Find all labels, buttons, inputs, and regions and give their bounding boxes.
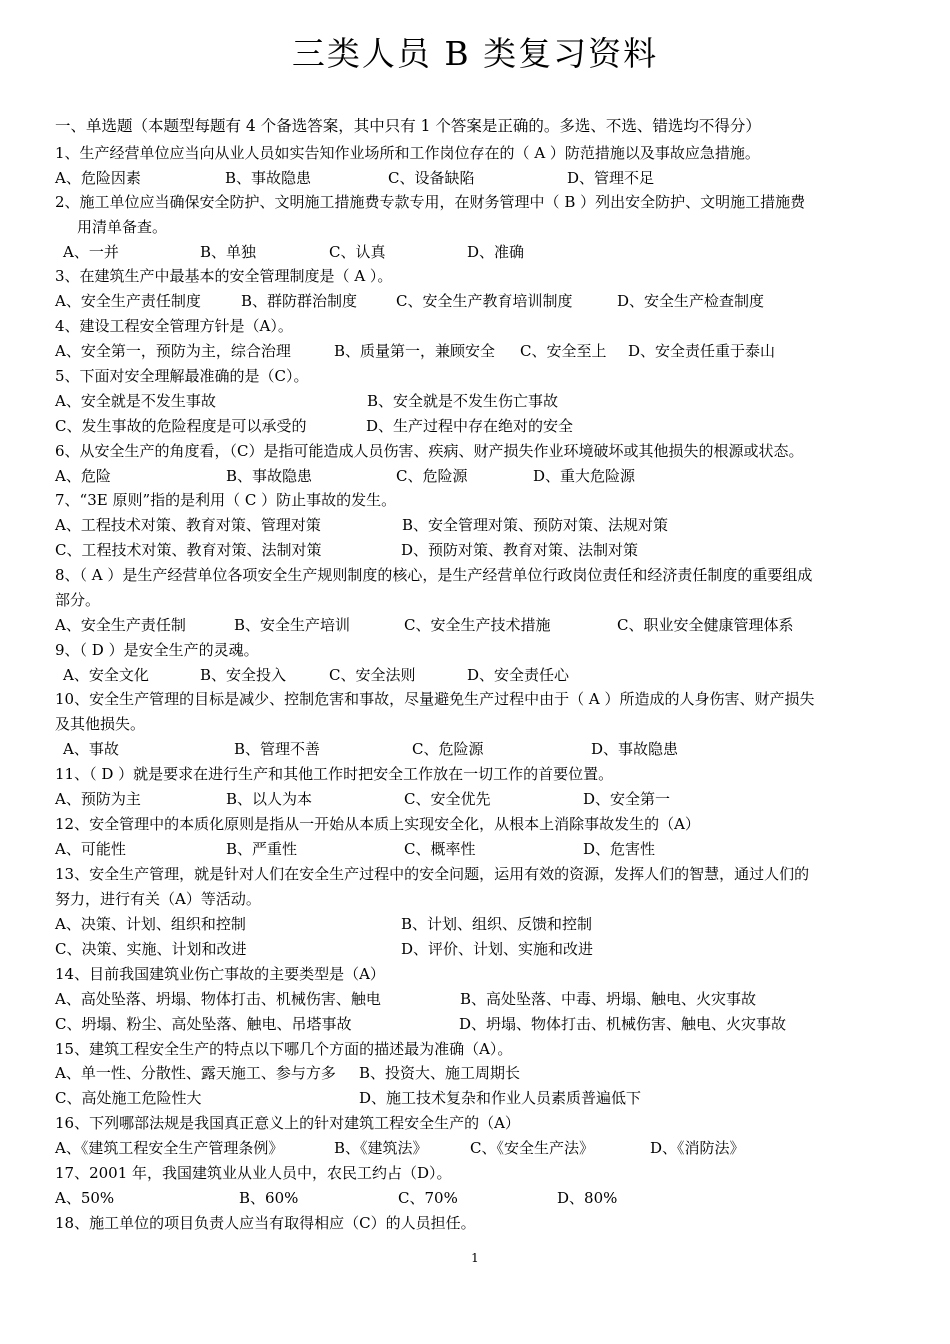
q8-option-c: C、安全生产技术措施: [404, 616, 551, 634]
q14-option-d: D、坍塌、物体打击、机械伤害、触电、火灾事故: [459, 1015, 787, 1033]
q4-option-b: B、质量第一，兼顾安全: [334, 342, 496, 360]
question-10-stem: 10、安全生产管理的目标是减少、控制危害和事故，尽量避免生产过程中由于（ A ）所造成的人身伤害、财产损失: [55, 690, 815, 708]
question-13-stem: 13、安全生产管理，就是针对人们在安全生产过程中的安全问题，运用有效的资源，发挥人们的智慧，通过人们的: [55, 865, 810, 883]
q16-option-d: D、《消防法》: [650, 1139, 745, 1157]
q3-option-c: C、安全生产教育培训制度: [396, 292, 573, 310]
question-9-stem: 9、（ D ）是安全生产的灵魂。: [55, 641, 259, 659]
question-3-stem: 3、在建筑生产中最基本的安全管理制度是（ A ）。: [55, 267, 393, 285]
q7-option-b: B、安全管理对策、预防对策、法规对策: [402, 516, 669, 534]
q12-option-b: B、严重性: [226, 840, 298, 858]
question-14-stem: 14、目前我国建筑业伤亡事故的主要类型是（A）: [55, 965, 385, 983]
q10-option-b: B、管理不善: [234, 740, 321, 758]
question-12-stem: 12、安全管理中的本质化原则是指从一开始从本质上实现安全化，从根本上消除事故发生的（A）: [55, 815, 700, 833]
q5-option-d: D、生产过程中存在绝对的安全: [366, 417, 574, 435]
q17-option-d: D、80%: [557, 1189, 618, 1207]
q7-option-c: C、工程技术对策、教育对策、法制对策: [55, 541, 322, 559]
q4-option-a: A、安全第一，预防为主，综合治理: [55, 342, 291, 360]
question-8-stem-cont: 部分。: [55, 591, 101, 609]
q9-option-d: D、安全责任心: [467, 666, 570, 684]
q6-option-c: C、危险源: [396, 467, 468, 485]
question-4-stem: 4、建设工程安全管理方针是（A）。: [55, 317, 293, 335]
q15-option-a: A、单一性、分散性、露天施工、参与方多: [55, 1064, 336, 1082]
question-7-stem: 7、“3E 原则”指的是利用（ C ）防止事故的发生。: [55, 491, 397, 509]
q9-option-c: C、安全法则: [329, 666, 416, 684]
q11-option-d: D、安全第一: [583, 790, 671, 808]
question-16-stem: 16、下列哪部法规是我国真正意义上的针对建筑工程安全生产的（A）: [55, 1114, 520, 1132]
q12-option-c: C、概率性: [404, 840, 476, 858]
q5-option-b: B、安全就是不发生伤亡事故: [367, 392, 559, 410]
q9-option-a: A、安全文化: [63, 666, 149, 684]
question-17-stem: 17、2001 年，我国建筑业从业人员中，农民工约占（D）。: [55, 1164, 452, 1182]
q11-option-b: B、以人为本: [226, 790, 313, 808]
page-number: 1: [471, 1251, 479, 1265]
q14-option-c: C、坍塌、粉尘、高处坠落、触电、吊塔事故: [55, 1015, 352, 1033]
q3-option-d: D、安全生产检查制度: [617, 292, 765, 310]
q11-option-c: C、安全优先: [404, 790, 491, 808]
q15-option-c: C、高处施工危险性大: [55, 1089, 202, 1107]
q12-option-d: D、危害性: [583, 840, 656, 858]
q14-option-a: A、高处坠落、坍塌、物体打击、机械伤害、触电: [55, 990, 381, 1008]
question-10-stem-cont: 及其他损失。: [55, 715, 146, 733]
q1-option-b: B、事故隐患: [225, 169, 312, 187]
q2-option-a: A、一并: [63, 243, 119, 261]
question-2-stem: 2、施工单位应当确保安全防护、文明施工措施费专款专用，在财务管理中（ B ）列出安全防护、文明施工措施费: [55, 193, 806, 211]
question-18-stem: 18、施工单位的项目负责人应当有取得相应（C）的人员担任。: [55, 1214, 476, 1232]
document-title: 三类人员 B 类复习资料: [291, 34, 659, 73]
q6-option-d: D、重大危险源: [533, 467, 636, 485]
question-6-stem: 6、从安全生产的角度看，（C）是指可能造成人员伤害、疾病、财产损失作业环境破坏或其他损失的根源或状态。: [55, 442, 804, 460]
q13-option-a: A、决策、计划、组织和控制: [55, 915, 246, 933]
q7-option-d: D、预防对策、教育对策、法制对策: [401, 541, 639, 559]
q6-option-b: B、事故隐患: [226, 467, 313, 485]
q7-option-a: A、工程技术对策、教育对策、管理对策: [55, 516, 321, 534]
q16-option-c: C、《安全生产法》: [470, 1139, 594, 1157]
q3-option-b: B、群防群治制度: [241, 292, 358, 310]
question-13-stem-cont: 努力，进行有关（A）等活动。: [55, 890, 261, 908]
question-11-stem: 11、（ D ）就是要求在进行生产和其他工作时把安全工作放在一切工作的首要位置。: [55, 765, 614, 783]
q17-option-a: A、50%: [55, 1189, 115, 1207]
q15-option-b: B、投资大、施工周期长: [359, 1064, 521, 1082]
q13-option-c: C、决策、实施、计划和改进: [55, 940, 247, 958]
q2-option-d: D、准确: [467, 243, 525, 261]
q6-option-a: A、危险: [55, 467, 111, 485]
q1-option-c: C、设备缺陷: [388, 169, 475, 187]
q8-option-a: A、安全生产责任制: [55, 616, 186, 634]
question-2-stem-cont: 用清单备查。: [77, 218, 168, 236]
question-5-stem: 5、下面对安全理解最准确的是（C）。: [55, 367, 309, 385]
q10-option-c: C、危险源: [412, 740, 484, 758]
q2-option-b: B、单独: [200, 243, 257, 261]
question-8-stem: 8、（ A ）是生产经营单位各项安全生产规则制度的核心，是生产经营单位行政岗位责任和经济责任制度的重要组成: [55, 566, 813, 584]
q14-option-b: B、高处坠落、中毒、坍塌、触电、火灾事故: [460, 990, 757, 1008]
q1-option-d: D、管理不足: [567, 169, 655, 187]
q16-option-b: B、《建筑法》: [334, 1139, 428, 1157]
q11-option-a: A、预防为主: [55, 790, 141, 808]
q13-option-b: B、计划、组织、反馈和控制: [401, 915, 593, 933]
q17-option-b: B、60%: [239, 1189, 299, 1207]
question-15-stem: 15、建筑工程安全生产的特点以下哪几个方面的描述最为准确（A）。: [55, 1040, 513, 1058]
q9-option-b: B、安全投入: [200, 666, 287, 684]
q15-option-d: D、施工技术复杂和作业人员素质普遍低下: [359, 1089, 642, 1107]
question-1-stem: 1、生产经营单位应当向从业人员如实告知作业场所和工作岗位存在的（ A ）防范措施以及事故应急措施。: [55, 144, 760, 162]
q2-option-c: C、认真: [329, 243, 386, 261]
q10-option-d: D、事故隐患: [591, 740, 679, 758]
q4-option-c: C、安全至上: [520, 342, 607, 360]
q13-option-d: D、评价、计划、实施和改进: [401, 940, 594, 958]
q3-option-a: A、安全生产责任制度: [55, 292, 201, 310]
q5-option-a: A、安全就是不发生事故: [55, 392, 216, 410]
q12-option-a: A、可能性: [55, 840, 126, 858]
q5-option-c: C、发生事故的危险程度是可以承受的: [55, 417, 307, 435]
q10-option-a: A、事故: [63, 740, 119, 758]
q17-option-c: C、70%: [398, 1189, 458, 1207]
q8-option-b: B、安全生产培训: [234, 616, 351, 634]
section-heading: 一、单选题（本题型每题有 4 个备选答案，其中只有 1 个答案是正确的。多选、不选、错选均不得分）: [55, 117, 761, 135]
q4-option-d: D、安全责任重于泰山: [628, 342, 776, 360]
q1-option-a: A、危险因素: [55, 169, 141, 187]
q16-option-a: A、《建筑工程安全生产管理条例》: [55, 1139, 284, 1157]
q8-option-d: C、职业安全健康管理体系: [617, 616, 794, 634]
